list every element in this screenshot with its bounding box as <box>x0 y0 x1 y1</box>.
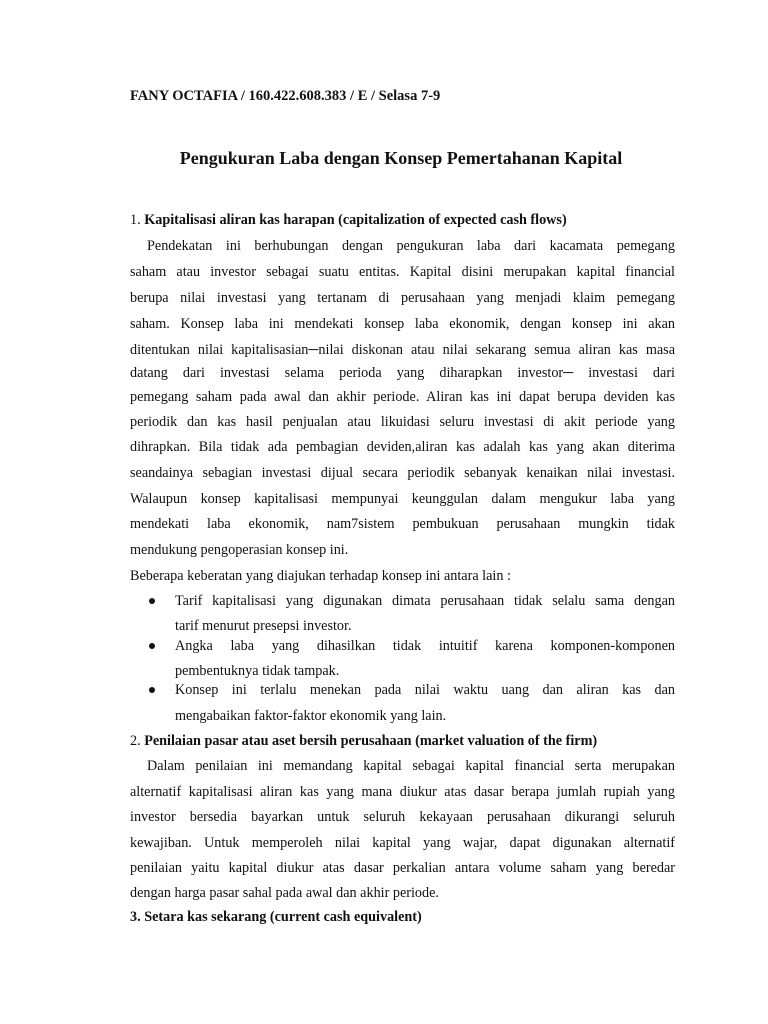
bullet-line: Konsep ini terlalu menekan pada nilai waktu uang dan aliran kas dan <box>175 682 675 698</box>
bullet-icon <box>149 598 155 604</box>
paragraph-line: periodik dan kas hasil penjualan atau likuidasi seluru investasi di akit periode yang <box>130 414 675 430</box>
bullet-icon <box>149 643 155 649</box>
bullet-line: tarif menurut presepsi investor. <box>175 618 352 634</box>
section-2-number: 2. <box>130 733 141 749</box>
bullet-line: pembentuknya tidak tampak. <box>175 663 340 679</box>
paragraph-line: ditentukan nilai kapitalisasian─nilai diskonan atau nilai sekarang semua aliran kas masa <box>130 342 675 358</box>
paragraph-line: Pendekatan ini berhubungan dengan pengukuran laba dari kacamata pemegang <box>147 238 675 254</box>
section-3-heading: 3. Setara kas sekarang (current cash equivalent) <box>130 909 422 925</box>
paragraph-line: alternatif kapitalisasi aliran kas yang mana diukur atas dasar berapa jumlah rupiah yang <box>130 784 675 800</box>
section-1-title: Kapitalisasi aliran kas harapan (capitalization of expected cash flows) <box>144 212 567 228</box>
paragraph-line: saham atau investor sebagai suatu entitas. Kapital disini merupakan kapital financial <box>130 264 675 280</box>
paragraph-line: saham. Konsep laba ini mendekati konsep laba ekonomik, dengan konsep ini akan <box>130 316 675 332</box>
paragraph-line: dihrapkan. Bila tidak ada pembagian deviden,aliran kas adalah kas yang akan diterima <box>130 439 675 455</box>
paragraph-line: kewajiban. Untuk memperoleh nilai kapital yang wajar, dapat digunakan alternatif <box>130 835 675 851</box>
paragraph-line: Dalam penilaian ini memandang kapital sebagai kapital financial serta merupakan <box>147 758 675 774</box>
page-title: Pengukuran Laba dengan Konsep Pemertahanan Kapital <box>179 148 623 168</box>
paragraph-line: Walaupun konsep kapitalisasi mempunyai keunggulan dalam mengukur laba yang <box>130 491 675 507</box>
section-1-heading <box>130 209 675 231</box>
paragraph-line: investor bersedia bayarkan untuk seluruh kekayaan perusahaan dikurangi seluruh <box>130 809 675 825</box>
author-line: FANY OCTAFIA / 160.422.608.383 / E / Selasa 7-9 <box>130 88 441 104</box>
bullet-line: Tarif kapitalisasi yang digunakan dimata perusahaan tidak selalu sama dengan <box>175 593 675 609</box>
paragraph-line: penilaian yaitu kapital diukur atas dasar perkalian antara volume saham yang beredar <box>130 860 675 876</box>
paragraph-line: datang dari investasi selama perioda yang diharapkan investor─ investasi dari <box>130 365 675 381</box>
paragraph-line: seandainya sebagian investasi dijual secara periodik sebanyak kenaikan nilai investasi. <box>130 465 675 481</box>
bullet-line: Angka laba yang dihasilkan tidak intuitif karena komponen-komponen <box>175 638 675 654</box>
paragraph-line: dengan harga pasar sahal pada awal dan akhir periode. <box>130 885 439 901</box>
section-2-heading <box>130 730 675 752</box>
paragraph-line: Beberapa keberatan yang diajukan terhadap konsep ini antara lain : <box>130 568 511 584</box>
bullet-icon <box>149 687 155 693</box>
section-2-title: Penilaian pasar atau aset bersih perusahaan (market valuation of the firm) <box>144 733 598 749</box>
paragraph-line: mendekati laba ekonomik, nam7sistem pembukuan perusahaan mungkin tidak <box>130 516 675 532</box>
paragraph-line: pemegang saham pada awal dan akhir periode. Aliran kas ini dapat berupa deviden kas <box>130 389 675 405</box>
paragraph-line: mendukung pengoperasian konsep ini. <box>130 542 349 558</box>
section-1-number: 1. <box>130 212 141 228</box>
bullet-line: mengabaikan faktor-faktor ekonomik yang lain. <box>175 708 447 724</box>
paragraph-line: berupa nilai investasi yang tertanam di perusahaan yang menjadi klaim pemegang <box>130 290 675 306</box>
